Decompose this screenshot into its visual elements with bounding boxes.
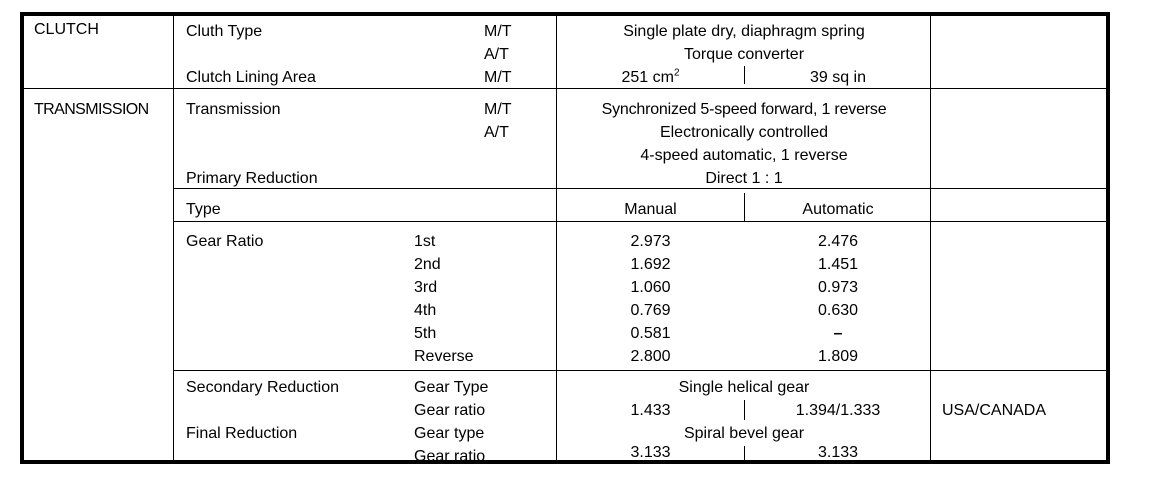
gear-3rd-manual: 1.060 — [630, 279, 671, 296]
transmission-mt-value: Synchronized 5-speed forward, 1 reverse — [601, 101, 887, 118]
clutch-type-label: Cluth Type — [186, 23, 263, 40]
section-clutch: CLUTCH — [34, 21, 99, 38]
lining-metric-sup: 2 — [673, 67, 680, 79]
primary-reduction-value: Direct 1 : 1 — [705, 170, 783, 187]
clutch-at-label: A/T — [484, 46, 509, 63]
secondary-gear-ratio-label: Gear ratio — [414, 402, 486, 419]
clutch-type-at-value: Torque converter — [683, 46, 805, 63]
clutch-lining-imperial: 39 sq in — [809, 69, 867, 86]
lining-metric-value: 251 cm — [621, 69, 674, 86]
clutch-type-mt-value: Single plate dry, diaphragm spring — [623, 23, 865, 40]
gear-4th-manual: 0.769 — [630, 302, 671, 319]
transmission-at-value-1: Electronically controlled — [659, 124, 829, 141]
row-divider-primary — [174, 188, 1106, 189]
transmission-mt-label: M/T — [484, 101, 512, 118]
secondary-ratio-manual: 1.433 — [630, 402, 671, 419]
gear-1st-auto: 2.476 — [817, 233, 859, 250]
gear-3rd: 3rd — [414, 279, 438, 296]
gear-2nd: 2nd — [414, 256, 441, 273]
primary-reduction-label: Primary Reduction — [186, 170, 318, 187]
secondary-reduction-label: Secondary Reduction — [186, 379, 339, 396]
col-divider-section — [173, 16, 174, 460]
final-gear-type-value: Spiral bevel gear — [683, 425, 805, 442]
transmission-at-label: A/T — [484, 124, 509, 141]
type-label: Type — [186, 201, 221, 218]
gear-1st: 1st — [414, 233, 436, 250]
secondary-ratio-auto: 1.394/1.333 — [795, 402, 881, 419]
gear-reverse-manual: 2.800 — [630, 348, 671, 365]
gear-5th: 5th — [414, 325, 437, 342]
secondary-gear-type-label: Gear Type — [414, 379, 489, 396]
gear-2nd-manual: 1.692 — [630, 256, 671, 273]
gear-reverse-auto: 1.809 — [817, 348, 859, 365]
gear-2nd-auto: 1.451 — [817, 256, 859, 273]
secondary-gear-type-value: Single helical gear — [678, 379, 810, 396]
gear-4th: 4th — [414, 302, 437, 319]
clutch-lining-metric — [557, 68, 744, 87]
gear-reverse: Reverse — [414, 348, 474, 365]
row-divider-type — [174, 221, 1106, 222]
type-manual: Manual — [624, 201, 677, 218]
secondary-note: USA/CANADA — [942, 402, 1047, 419]
transmission-at-value-2: 4-speed automatic, 1 reverse — [640, 147, 848, 164]
spec-table — [20, 12, 1110, 464]
gear-1st-manual: 2.973 — [630, 233, 671, 250]
row-divider-clutch — [24, 88, 1106, 89]
clutch-lining-label: Clutch Lining Area — [186, 69, 316, 86]
clutch-mt-label: M/T — [484, 23, 512, 40]
section-transmission: TRANSMISSION — [34, 101, 149, 118]
gear-4th-auto: 0.630 — [817, 302, 859, 319]
row-divider-gear-ratio — [174, 370, 1106, 371]
final-ratio-manual: 3.133 — [630, 444, 671, 461]
final-gear-type-label: Gear type — [414, 425, 485, 442]
gear-5th-manual: 0.581 — [630, 325, 671, 342]
final-gear-ratio-label: Gear ratio — [414, 448, 486, 465]
type-automatic: Automatic — [802, 201, 874, 218]
gear-5th-auto: – — [833, 325, 843, 342]
gear-ratio-label: Gear Ratio — [186, 233, 264, 250]
final-reduction-label: Final Reduction — [186, 425, 298, 442]
clutch-lining-mt-label: M/T — [484, 69, 512, 86]
gear-3rd-auto: 0.973 — [817, 279, 859, 296]
final-ratio-auto: 3.133 — [817, 444, 859, 461]
transmission-label: Transmission — [186, 101, 281, 118]
